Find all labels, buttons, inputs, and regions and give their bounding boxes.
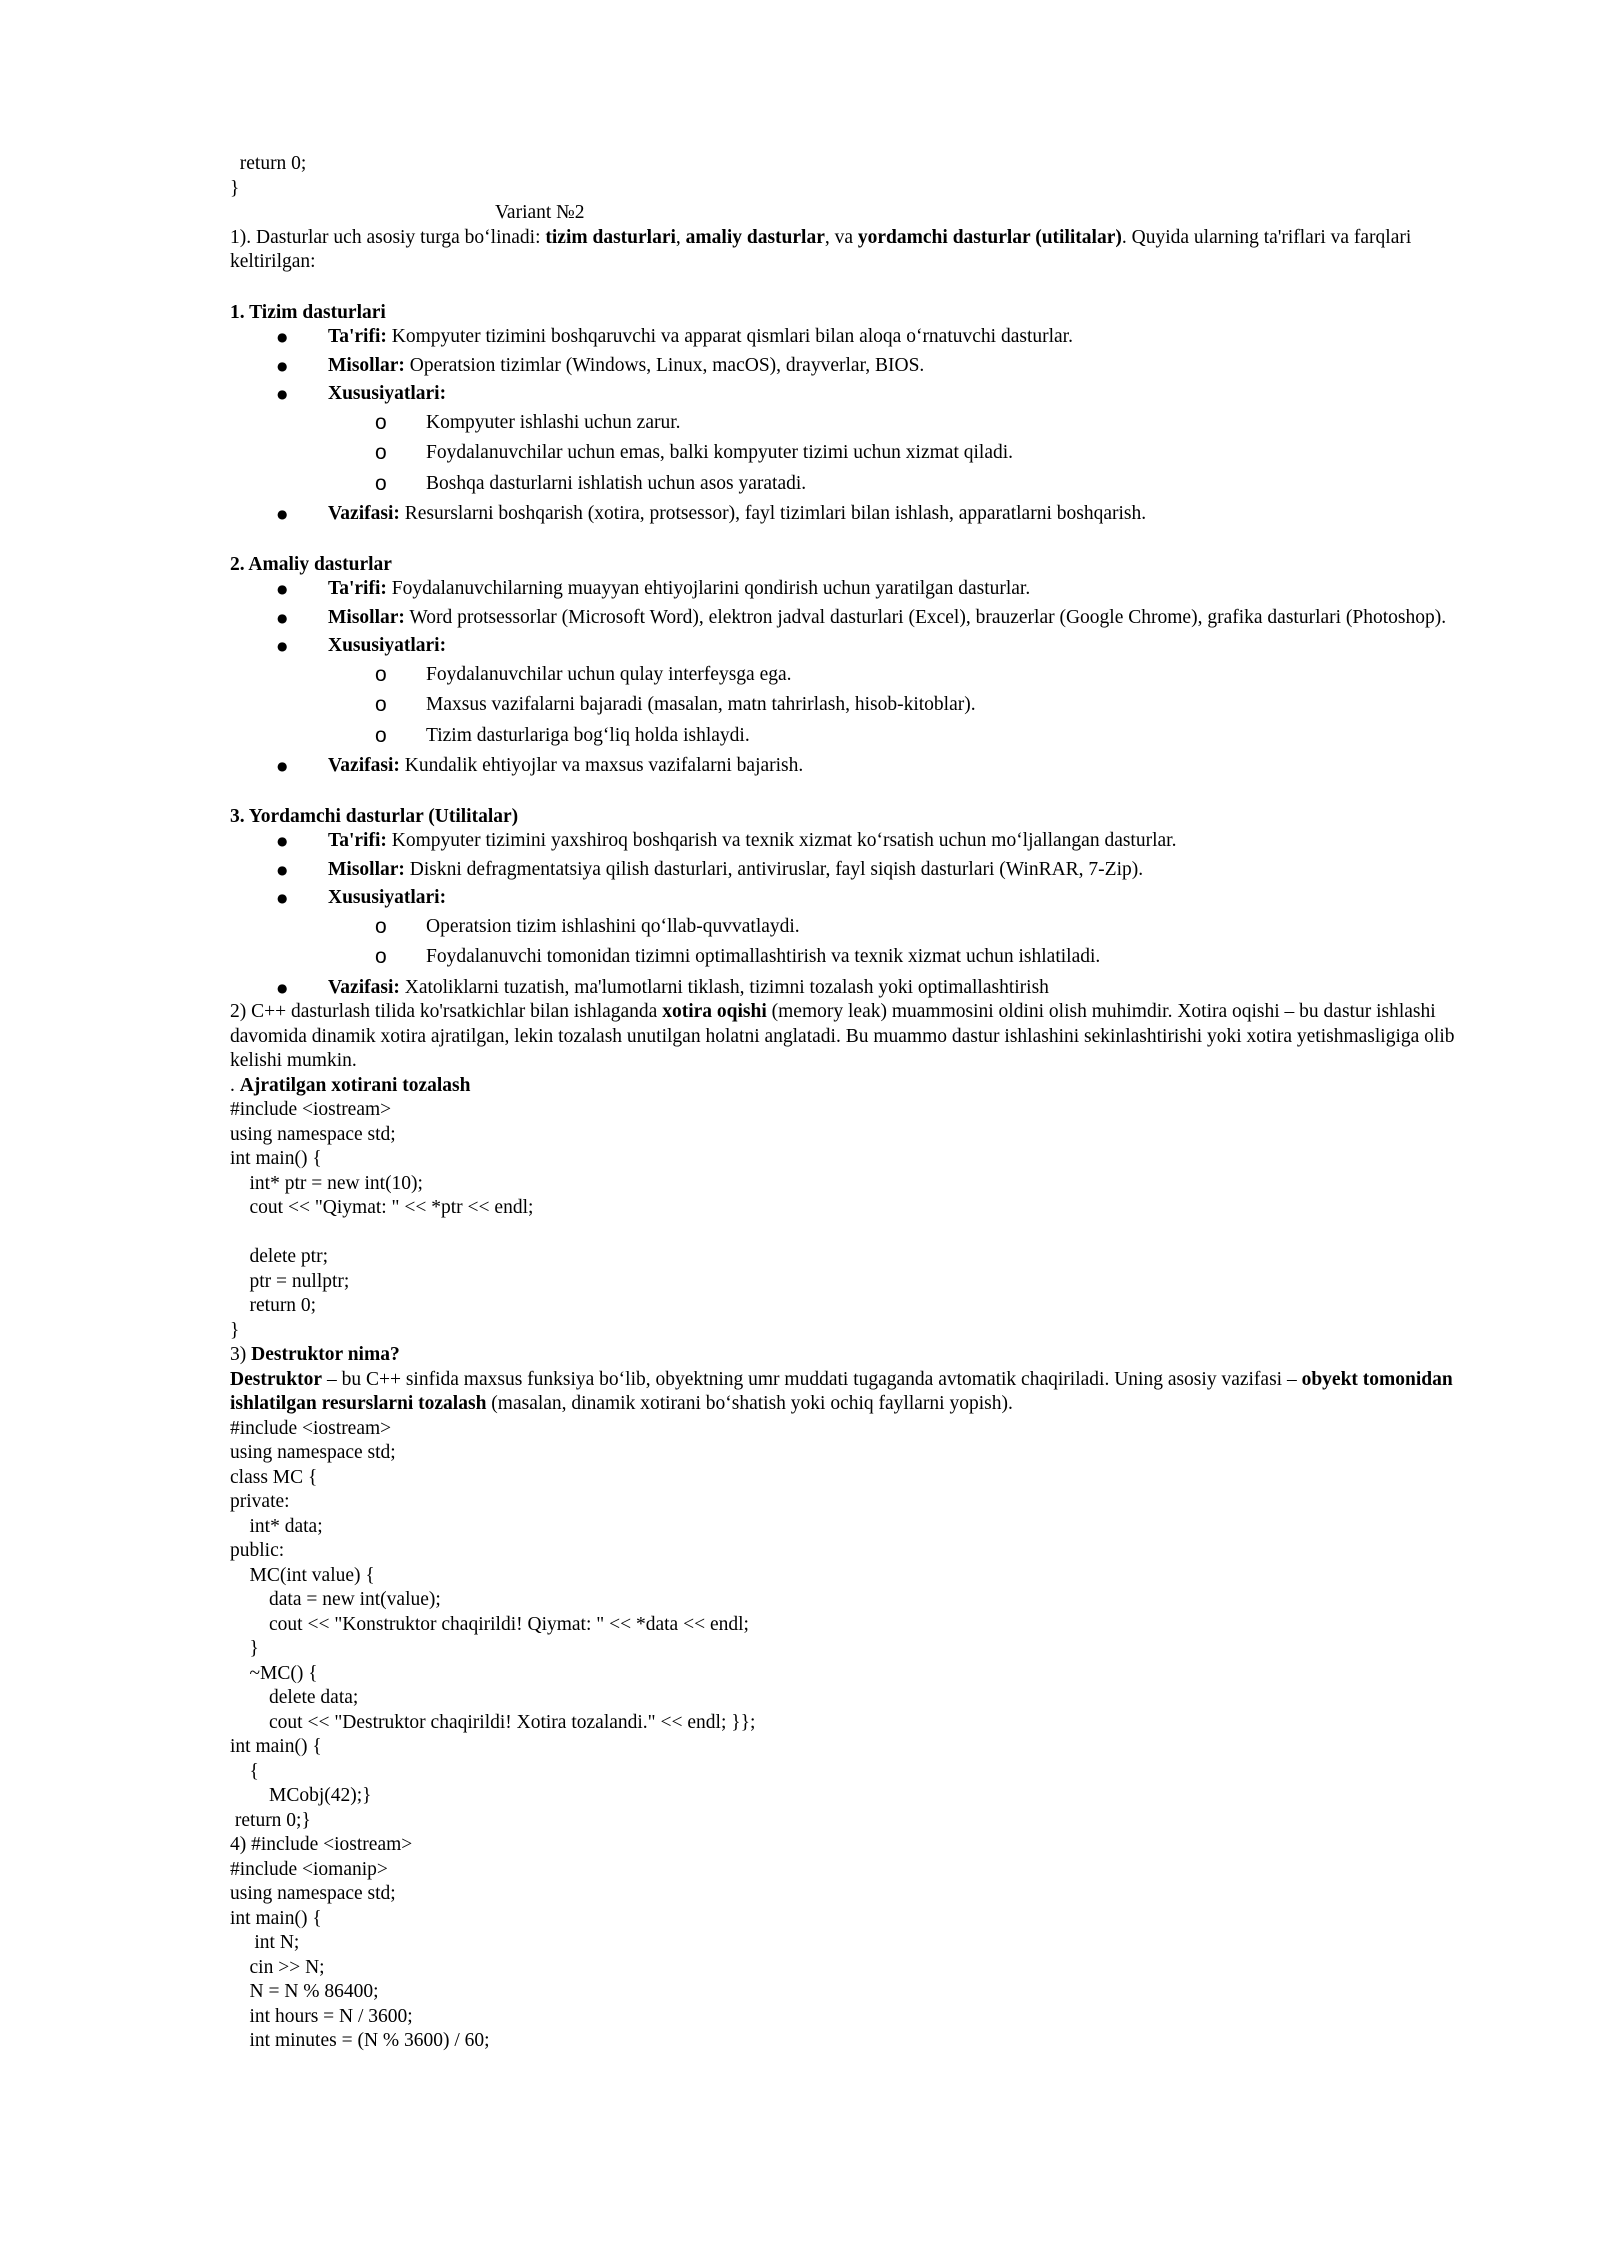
variant-title: Variant №2: [495, 202, 585, 223]
code-line: delete data;: [230, 1687, 359, 1708]
code-line: #include <iostream>: [230, 1099, 392, 1120]
question-1-intro: 1). Dasturlar uch asosiy turga bo‘linadi: tizim dasturlari, amaliy dasturlar, va yordamchi dasturlar (utilitalar). Quyida ularning ta'riflari va farqlari keltirilgan:: [230, 226, 1412, 272]
list-item: ● Misollar: Word protsessorlar (Microsoft Word), elektron jadval dasturlari (Excel), brauzerlar (Google Chrome), grafika dasturlari (Photoshop).: [230, 606, 1500, 631]
code-line: int* data;: [230, 1515, 323, 1537]
sub-list: [328, 915, 1500, 970]
bullet-list: [230, 829, 1500, 1000]
code-line: int main() {: [230, 1907, 322, 1929]
sub-list-item: o Maxsus vazifalarni bajaradi (masalan, matn tahrirlash, hisob-kitoblar).: [328, 693, 1500, 718]
code-line: using namespace std;: [230, 1123, 396, 1145]
bullet-list: [230, 577, 1500, 779]
list-item: ● Misollar: Operatsion tizimlar (Windows, Linux, macOS), drayverlar, BIOS.: [230, 354, 1500, 379]
code-line: int main() {: [230, 1736, 322, 1757]
code-line: #include <iomanip>: [230, 1858, 388, 1880]
list-item: ● Ta'rifi: Kompyuter tizimini yaxshiroq boshqarish va texnik xizmat ko‘rsatish uchun mo‘ljallangan dasturlar.: [230, 829, 1500, 854]
code-line: ptr = nullptr;: [230, 1270, 350, 1292]
section-heading: 2. Amaliy dasturlar: [230, 553, 392, 575]
code-line: int hours = N / 3600;: [230, 2005, 413, 2027]
question-3-heading: 3) Destruktor nima?: [230, 1344, 400, 1365]
code-line: [230, 1221, 1500, 1246]
sub-list-item: o Operatsion tizim ishlashini qo‘llab-quvvatlaydi.: [328, 915, 1500, 940]
code-line: ~MC() {: [230, 1662, 318, 1684]
code-line: cout << "Qiymat: " << *ptr << endl;: [230, 1197, 534, 1218]
list-item: ● Xususiyatlari: o Operatsion tizim ishlashini qo‘llab-quvvatlaydi. o Foydalanuvchi tomonidan tizimni optimallashtirish va texnik xizmat uchun ishlatiladi.: [230, 886, 1500, 970]
sub-list-item: o Boshqa dasturlarni ishlatish uchun asos yaratadi.: [328, 472, 1500, 497]
code-line: int N;: [230, 1932, 300, 1953]
list-item: ● Xususiyatlari: o Kompyuter ishlashi uchun zarur. o Foydalanuvchilar uchun emas, balki kompyuter tizimi uchun xizmat qiladi. o Boshqa dasturlarni ishlatish uchun asos yaratadi.: [230, 382, 1500, 496]
code-line: class MC {: [230, 1466, 318, 1488]
code-line: private:: [230, 1491, 290, 1512]
subheading: . Ajratilgan xotirani tozalash: [230, 1074, 471, 1096]
list-item: ● Vazifasi: Resurslarni boshqarish (xotira, protsessor), fayl tizimlari bilan ishlash, apparatlarni boshqarish.: [230, 502, 1500, 527]
code-line: #include <iostream>: [230, 1417, 392, 1439]
code-line: N = N % 86400;: [230, 1981, 379, 2002]
code-line: return 0;: [230, 1295, 317, 1316]
code-line: int* ptr = new int(10);: [230, 1172, 423, 1194]
list-item: ● Ta'rifi: Foydalanuvchilarning muayyan ehtiyojlarini qondirish uchun yaratilgan dasturlar.: [230, 577, 1500, 602]
sub-list-item: o Foydalanuvchilar uchun emas, balki kompyuter tizimi uchun xizmat qiladi.: [328, 441, 1500, 466]
code-line: int main() {: [230, 1148, 322, 1169]
question-2-intro: 2) C++ dasturlash tilida ko'rsatkichlar bilan ishlaganda xotira oqishi (memory leak) muammosini oldini olish muhimdir. Xotira oqishi – bu dastur ishlashi davomida dinamik xotira ajratilgan, lekin tozalash unutilgan holatni anglatadi. Bu muammo dastur ishlashini sekinlashtirishi yoki xotira yetishmasligiga olib kelishi mumkin.: [230, 1001, 1455, 1071]
code-block: [230, 1098, 1500, 1343]
code-line: using namespace std;: [230, 1442, 396, 1463]
section-heading: 1. Tizim dasturlari: [230, 301, 386, 323]
code-line: cin >> N;: [230, 1956, 325, 1978]
list-item: ● Xususiyatlari: o Foydalanuvchilar uchun qulay interfeysga ega. o Maxsus vazifalarni bajaradi (masalan, matn tahrirlash, hisob-kitoblar). o Tizim dasturlariga bog‘liq holda ishlaydi.: [230, 634, 1500, 748]
code-line: }: [230, 177, 240, 199]
code-line: }: [230, 1319, 240, 1341]
sub-list-item: o Kompyuter ishlashi uchun zarur.: [328, 411, 1500, 436]
bullet-list: [230, 325, 1500, 527]
list-item: ● Ta'rifi: Kompyuter tizimini boshqaruvchi va apparat qismlari bilan aloqa o‘rnatuvchi dasturlar.: [230, 325, 1500, 350]
code-line: delete ptr;: [230, 1246, 329, 1267]
code-line: public:: [230, 1540, 285, 1561]
sub-list-item: o Foydalanuvchilar uchun qulay interfeysga ega.: [328, 663, 1500, 688]
sub-list: [328, 411, 1500, 497]
code-line: int minutes = (N % 3600) / 60;: [230, 2030, 490, 2051]
code-line: 4) #include <iostream>: [230, 1834, 413, 1855]
sub-list-item: o Foydalanuvchi tomonidan tizimni optimallashtirish va texnik xizmat uchun ishlatiladi.: [328, 945, 1500, 970]
list-item: ● Vazifasi: Kundalik ehtiyojlar va maxsus vazifalarni bajarish.: [230, 754, 1500, 779]
code-line: return 0;}: [230, 1809, 311, 1831]
code-line: cout << "Destruktor chaqirildi! Xotira tozalandi." << endl; }};: [230, 1711, 756, 1733]
code-line: MC(int value) {: [230, 1564, 375, 1586]
list-item: ● Misollar: Diskni defragmentatsiya qilish dasturlari, antiviruslar, fayl siqish dasturlari (WinRAR, 7-Zip).: [230, 858, 1500, 883]
sub-list-item: o Tizim dasturlariga bog‘liq holda ishlaydi.: [328, 724, 1500, 749]
sub-list: [328, 663, 1500, 749]
code-block: [230, 1417, 1500, 1834]
section-heading: 3. Yordamchi dasturlar (Utilitalar): [230, 805, 519, 827]
code-line: cout << "Konstruktor chaqirildi! Qiymat: " << *data << endl;: [230, 1613, 749, 1635]
document-page: [230, 152, 1500, 2054]
question-3-definition: Destruktor – bu C++ sinfida maxsus funksiya bo‘lib, obyektning umr muddati tugaganda avtomatik chaqiriladi. Uning asosiy vazifasi – obyekt tomonidan ishlatilgan resurslarni tozalash (masalan, dinamik xotirani bo‘shatish yoki ochiq fayllarni yopish).: [230, 1368, 1453, 1414]
code-line: {: [230, 1760, 259, 1782]
code-line: data = new int(value);: [230, 1589, 441, 1610]
code-block: [230, 1833, 1500, 2054]
code-line: MCobj(42);}: [230, 1785, 372, 1806]
list-item: ● Vazifasi: Xatoliklarni tuzatish, ma'lumotlarni tiklash, tizimni tozalash yoki optimallashtirish: [230, 976, 1500, 1001]
code-line: using namespace std;: [230, 1883, 396, 1904]
code-line: }: [230, 1638, 259, 1659]
code-line: return 0;: [230, 153, 307, 174]
